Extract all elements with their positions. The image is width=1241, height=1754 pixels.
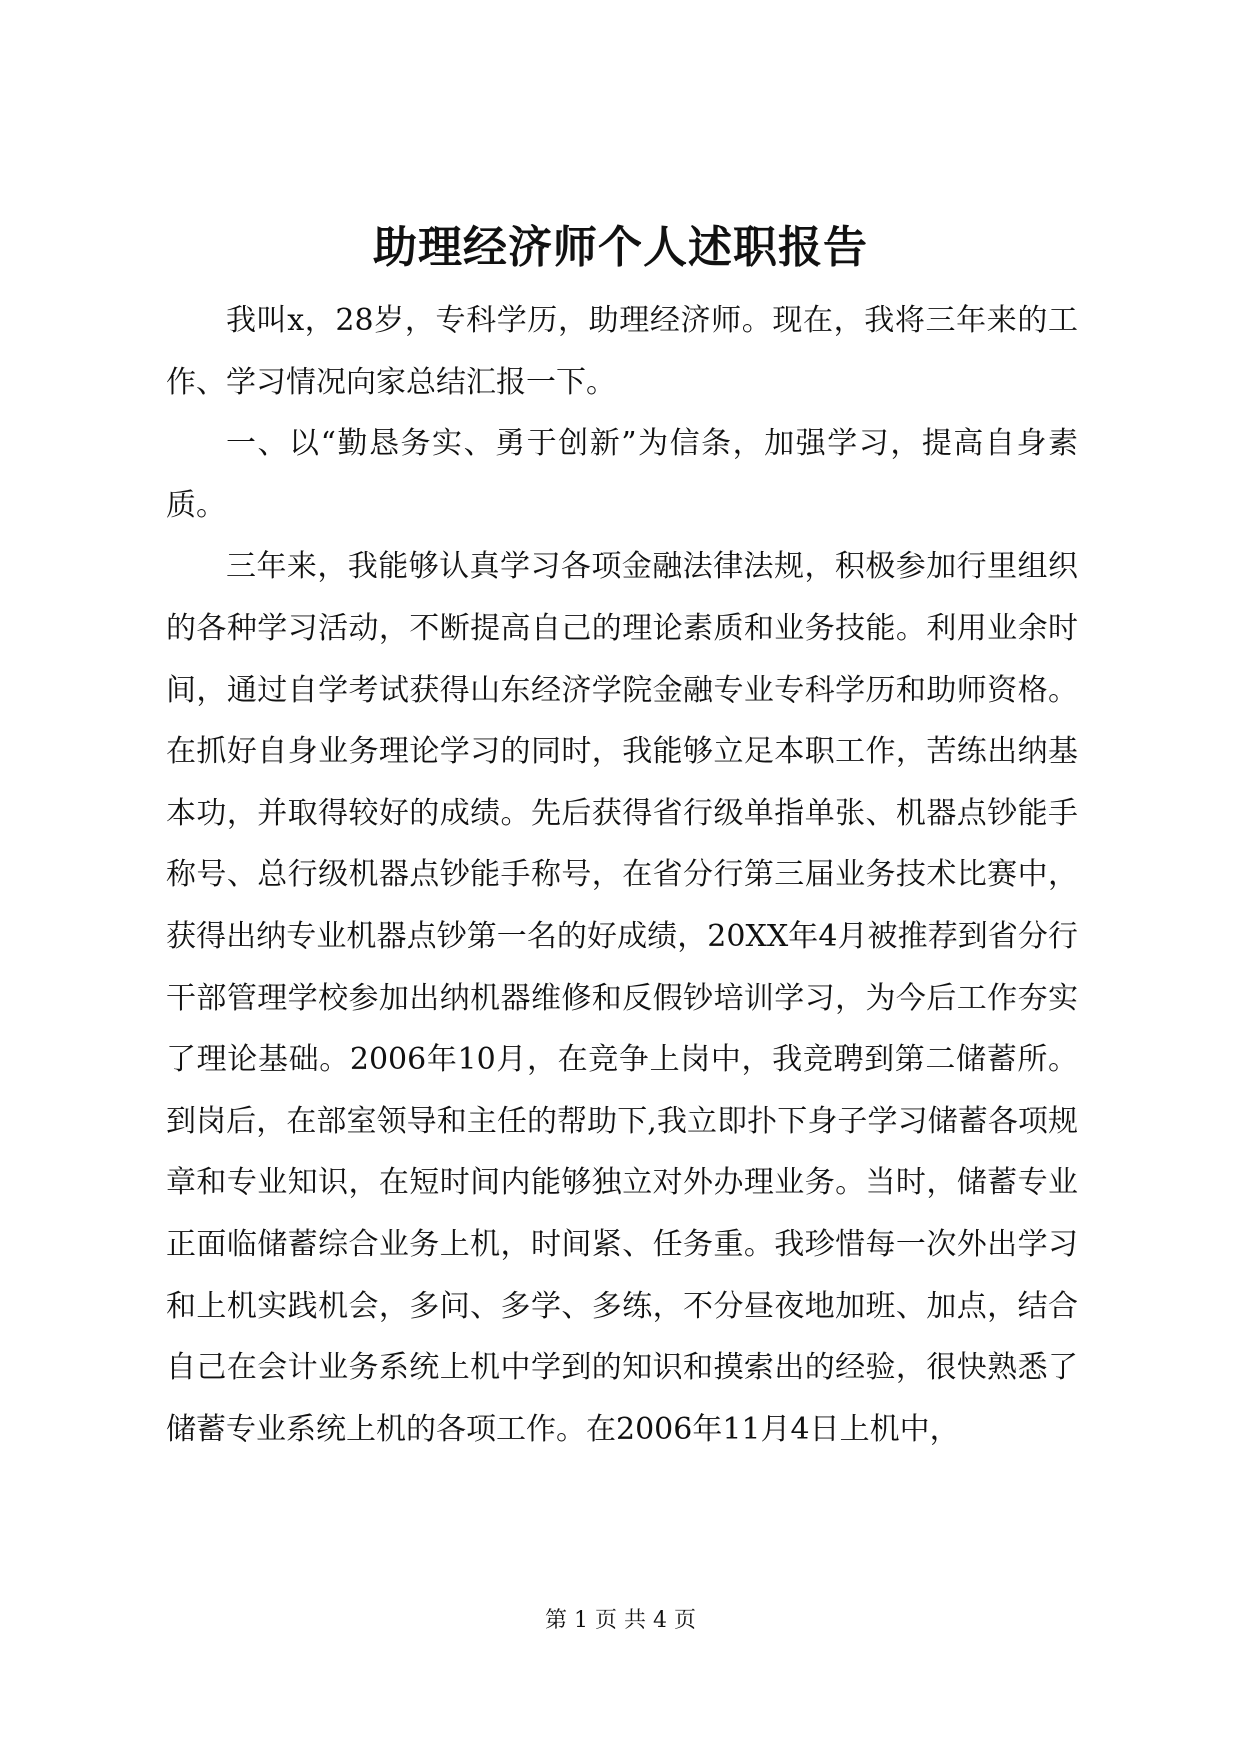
paragraph-intro: 我叫x，28岁，专科学历，助理经济师。现在，我将三年来的工作、学习情况向家总结汇报一下。 [166,303,1078,400]
document-body [166,290,1078,1460]
paragraph-section-heading: 一、以“勤恳务实、勇于创新”为信条，加强学习，提高自身素质。 [166,426,1078,523]
document-title: 助理经济师个人述职报告 [373,222,868,273]
page-footer: 第 1 页 共 4 页 [545,1608,696,1633]
paragraph-main: 三年来，我能够认真学习各项金融法律法规，积极参加行里组织的各种学习活动，不断提高自己的理论素质和业务技能。利用业余时间，通过自学考试获得山东经济学院金融专业专科学历和助师资格。在抓好自身业务理论学习的同时，我能够立足本职工作，苦练出纳基本功，并取得较好的成绩。先后获得省行级单指单张、机器点钞能手称号、总行级机器点钞能手称号，在省分行第三届业务技术比赛中，获得出纳专业机器点钞第一名的好成绩，20XX年4月被推荐到省分行干部管理学校参加出纳机器维修和反假钞培训学习，为今后工作夯实了理论基础。2006年10月，在竞争上岗中，我竞聘到第二储蓄所。到岗后，在部室领导和主任的帮助下,我立即扑下身子学习储蓄各项规章和专业知识，在短时间内能够独立对外办理业务。当时，储蓄专业正面临储蓄综合业务上机，时间紧、任务重。我珍惜每一次外出学习和上机实践机会，多问、多学、多练，不分昼夜地加班、加点，结合自己在会计业务系统上机中学到的知识和摸索出的经验，很快熟悉了储蓄专业系统上机的各项工作。在2006年11月4日上机中， [166,549,1078,1447]
